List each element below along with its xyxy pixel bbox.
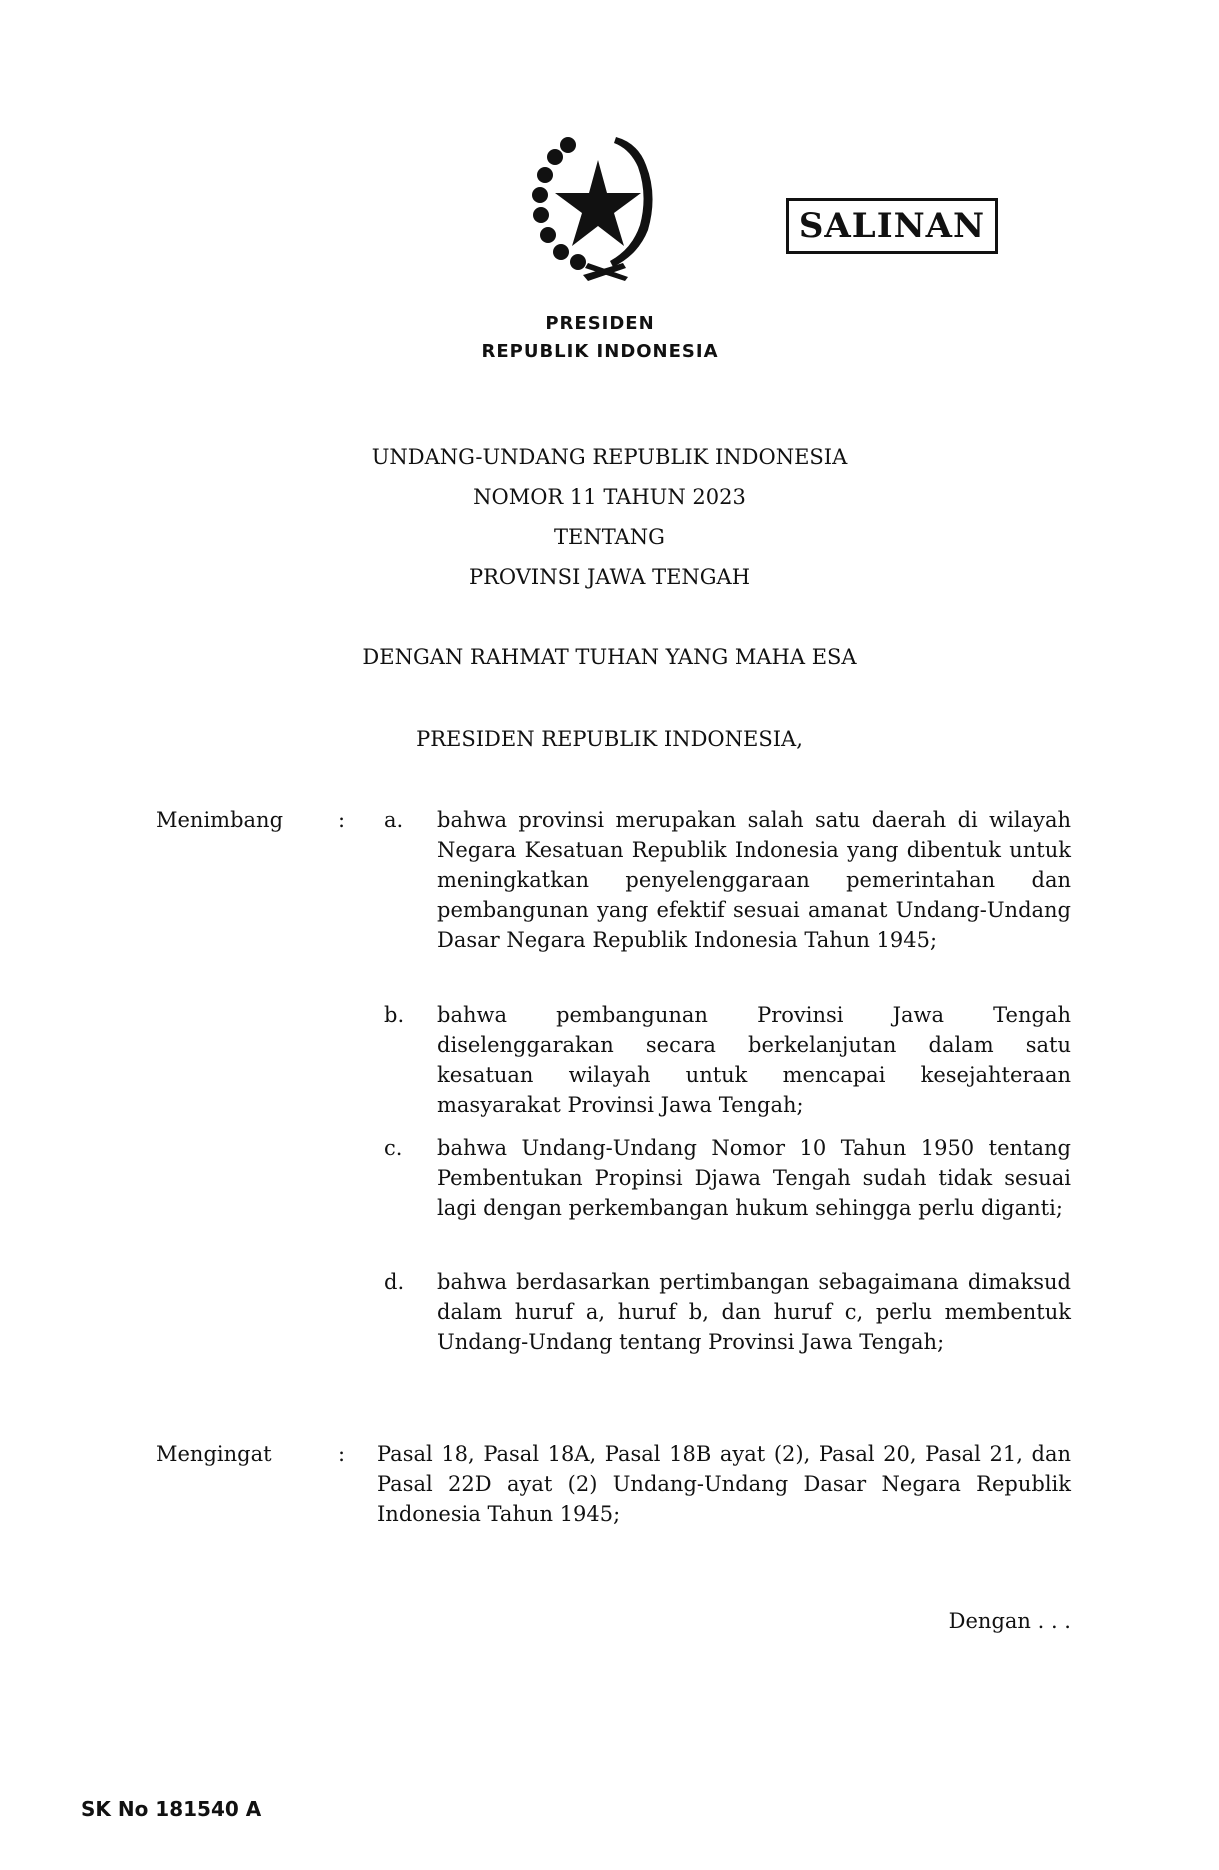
item-letter: d. bbox=[384, 1270, 405, 1294]
menimbang-item-d: bahwa berdasarkan pertimbangan sebagaimana dimaksud dalam huruf a, huruf b, dan huruf c, perlu membentuk Undang-Undang tentang Provinsi Jawa Tengah; bbox=[437, 1270, 1071, 1354]
law-tentang: TENTANG bbox=[554, 525, 665, 549]
law-number: NOMOR 11 TAHUN 2023 bbox=[473, 485, 746, 509]
law-title: UNDANG-UNDANG REPUBLIK INDONESIA bbox=[371, 445, 848, 469]
mengingat-colon: : bbox=[338, 1442, 346, 1466]
issuer: PRESIDEN REPUBLIK INDONESIA, bbox=[416, 727, 803, 751]
presidential-emblem bbox=[528, 125, 668, 300]
mengingat-text: Pasal 18, Pasal 18A, Pasal 18B ayat (2), Pasal 20, Pasal 21, dan Pasal 22D ayat (2) Undang-Undang Dasar Negara Republik Indonesia Tahun 1945; bbox=[377, 1442, 1071, 1526]
law-subject: PROVINSI JAWA TENGAH bbox=[468, 565, 751, 589]
menimbang-item-c: bahwa Undang-Undang Nomor 10 Tahun 1950 tentang Pembentukan Propinsi Djawa Tengah sudah tidak sesuai lagi dengan perkembangan hukum sehingga perlu diganti; bbox=[437, 1136, 1071, 1220]
mengingat-label: Mengingat bbox=[156, 1442, 272, 1466]
menimbang-item-a: bahwa provinsi merupakan salah satu daerah di wilayah Negara Kesatuan Republik Indonesia yang dibentuk untuk meningkatkan penyelenggaraan pemerintahan dan pembangunan yang efektif sesuai amanat Undang-Undang Dasar Negara Republik Indonesia Tahun 1945; bbox=[437, 808, 1071, 952]
menimbang-label: Menimbang bbox=[156, 808, 284, 832]
item-letter: a. bbox=[384, 808, 404, 832]
seal-caption-republik: REPUBLIK INDONESIA bbox=[481, 341, 719, 362]
menimbang-colon: : bbox=[338, 808, 346, 832]
page-continuation: Dengan . . . bbox=[948, 1609, 1071, 1633]
item-letter: c. bbox=[384, 1136, 403, 1160]
salinan-stamp: SALINAN bbox=[786, 198, 998, 254]
seal-caption-presiden: PRESIDEN bbox=[545, 313, 655, 334]
menimbang-item-b: bahwa pembangunan Provinsi Jawa Tengah diselenggarakan secara berkelanjutan dalam satu kesatuan wilayah untuk mencapai kesejahteraan masyarakat Provinsi Jawa Tengah; bbox=[437, 1003, 1071, 1117]
sk-number: SK No 181540 A bbox=[81, 1797, 262, 1821]
item-letter: b. bbox=[384, 1003, 405, 1027]
invocation: DENGAN RAHMAT TUHAN YANG MAHA ESA bbox=[362, 645, 857, 669]
